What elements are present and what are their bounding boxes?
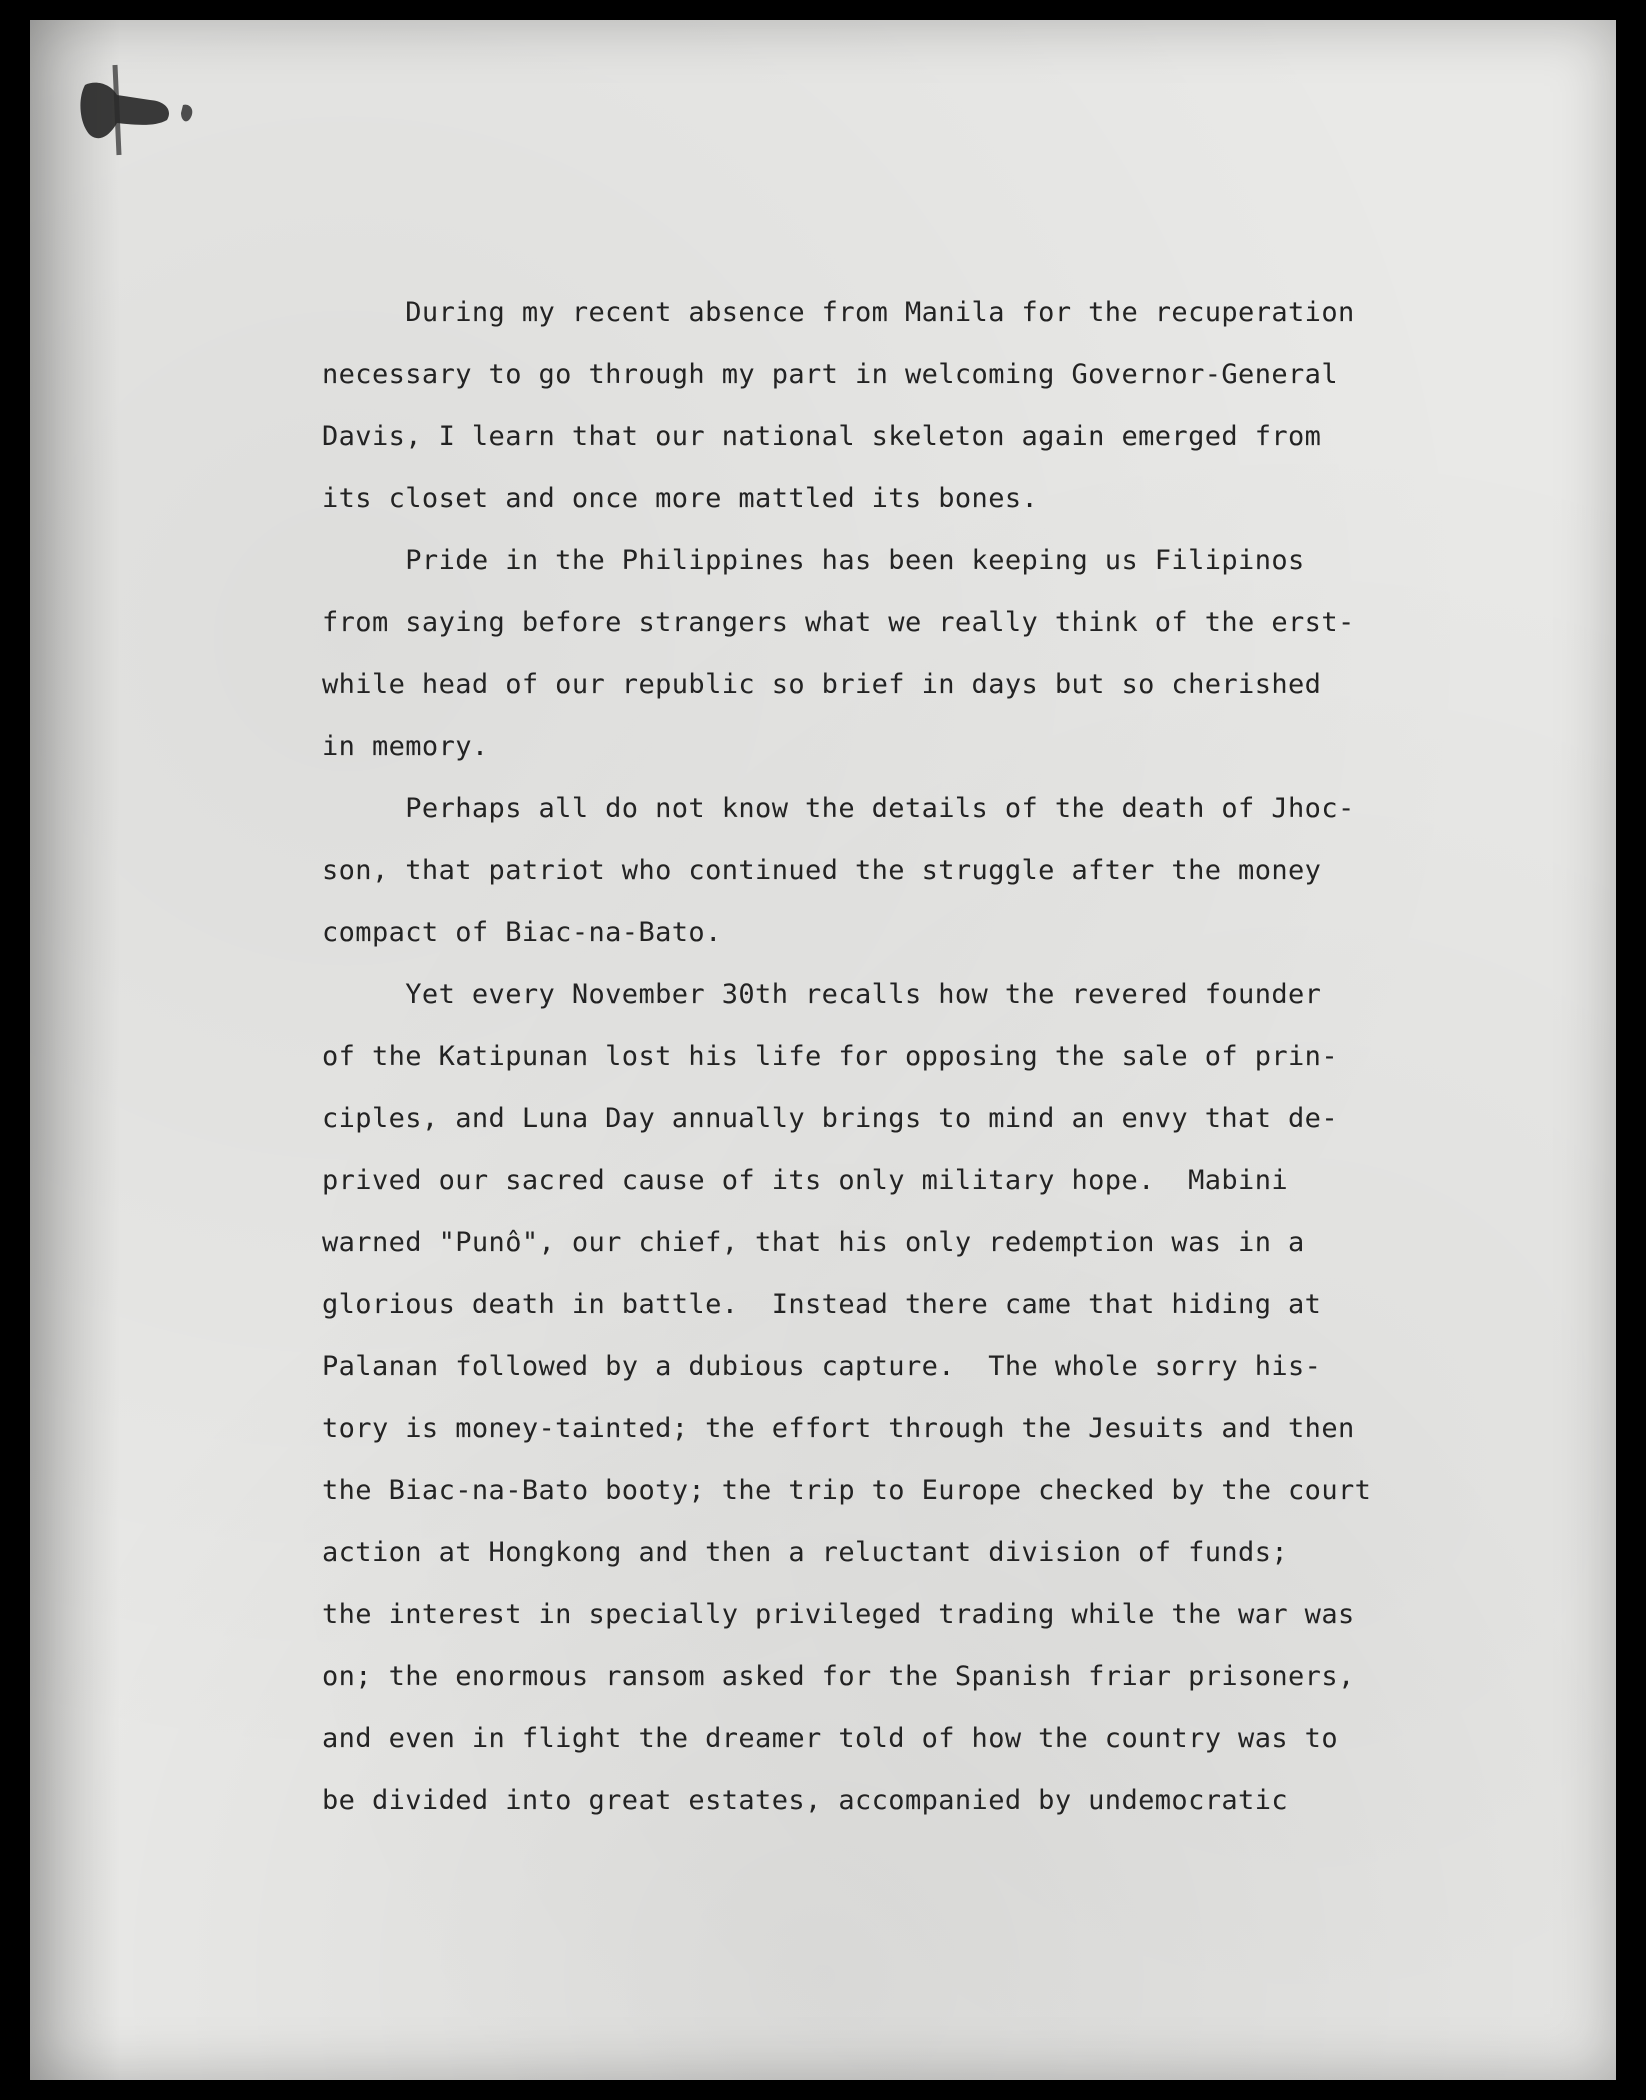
text-line: compact of Biac-na-Bato. — [322, 917, 722, 948]
text-line: prived our sacred cause of its only military hope. Mabini — [322, 1165, 1289, 1196]
text-line: Pride in the Philippines has been keeping us Filipinos — [322, 545, 1305, 576]
page-edge-shadow — [30, 20, 120, 2080]
text-line: its closet and once more mattled its bones. — [322, 483, 1039, 514]
text-line: Yet every November 30th recalls how the revered founder — [322, 979, 1322, 1010]
document-page — [30, 20, 1616, 2080]
paragraph-1 — [322, 282, 1562, 530]
text-line: son, that patriot who continued the struggle after the money — [322, 855, 1322, 886]
text-line: tory is money-tainted; the effort through the Jesuits and then — [322, 1413, 1355, 1444]
text-line: Perhaps all do not know the details of the death of Jhoc- — [322, 793, 1355, 824]
ink-smudge — [55, 55, 255, 165]
text-line: warned "Punô", our chief, that his only redemption was in a — [322, 1227, 1305, 1258]
text-line: Davis, I learn that our national skeleton again emerged from — [322, 421, 1322, 452]
text-line: from saying before strangers what we really think of the erst- — [322, 607, 1355, 638]
text-line: the Biac-na-Bato booty; the trip to Europe checked by the court — [322, 1475, 1372, 1506]
text-line: and even in flight the dreamer told of how the country was to — [322, 1723, 1338, 1754]
text-line: action at Hongkong and then a reluctant division of funds; — [322, 1537, 1289, 1568]
text-line: while head of our republic so brief in days but so cherished — [322, 669, 1322, 700]
text-line: During my recent absence from Manila for the recuperation — [322, 297, 1355, 328]
text-line: ciples, and Luna Day annually brings to mind an envy that de- — [322, 1103, 1338, 1134]
paragraph-4 — [322, 964, 1562, 1832]
paragraph-2 — [322, 530, 1562, 778]
text-line: of the Katipunan lost his life for opposing the sale of prin- — [322, 1041, 1338, 1072]
paragraph-3 — [322, 778, 1562, 964]
text-line: in memory. — [322, 731, 489, 762]
text-line: glorious death in battle. Instead there came that hiding at — [322, 1289, 1322, 1320]
text-line: on; the enormous ransom asked for the Spanish friar prisoners, — [322, 1661, 1355, 1692]
text-line: Palanan followed by a dubious capture. The whole sorry his- — [322, 1351, 1322, 1382]
text-line: the interest in specially privileged trading while the war was — [322, 1599, 1355, 1630]
text-line: necessary to go through my part in welcoming Governor-General — [322, 359, 1338, 390]
typescript-body — [322, 282, 1562, 1832]
text-line: be divided into great estates, accompanied by undemocratic — [322, 1785, 1289, 1816]
